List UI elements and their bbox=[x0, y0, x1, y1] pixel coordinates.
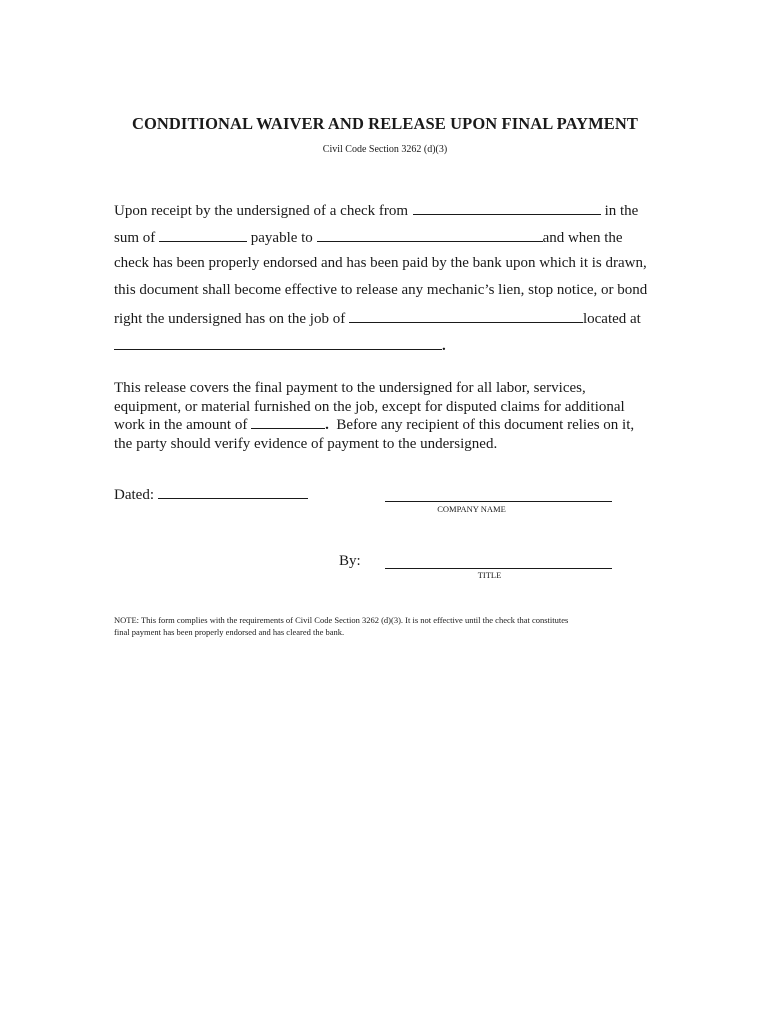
document-subtitle: Civil Code Section 3262 (d)(3) bbox=[322, 144, 448, 155]
company-name-caption: COMPANY NAME bbox=[437, 504, 506, 514]
paragraph2-line3-text-b: Before any recipient of this document relies on it, bbox=[336, 417, 635, 433]
title-signature-line[interactable] bbox=[385, 568, 612, 569]
paragraph1-line2-text-a: sum of bbox=[114, 230, 156, 246]
paragraph2 bbox=[114, 379, 654, 453]
paragraph1-line1-text-a: Upon receipt by the undersigned of a check from bbox=[114, 203, 409, 219]
company-name-line[interactable] bbox=[385, 501, 612, 502]
payable-to-blank[interactable] bbox=[317, 229, 543, 242]
sum-blank[interactable] bbox=[159, 229, 247, 242]
footnote bbox=[114, 614, 674, 638]
paragraph1-line5-text-b: located at bbox=[582, 311, 641, 327]
title-caption: TITLE bbox=[477, 570, 502, 580]
document-title: CONDITIONAL WAIVER AND RELEASE UPON FINAL PAYMENT bbox=[131, 114, 639, 133]
paragraph1-line2-text-c: and when the bbox=[542, 230, 623, 246]
paragraph2-line1: This release covers the final payment to the undersigned for all labor, services, bbox=[114, 380, 586, 396]
paragraph2-line4: the party should verify evidence of payment to the undersigned. bbox=[114, 435, 498, 452]
footnote-line1: NOTE: This form complies with the requirements of Civil Code Section 3262 (d)(3). It is not effective until the check that constitutes bbox=[114, 615, 569, 625]
dated-blank[interactable] bbox=[158, 486, 308, 499]
job-of-blank[interactable] bbox=[349, 310, 583, 323]
paragraph1-line1-text-b: in the bbox=[604, 203, 639, 219]
paragraph1-line4: this document shall become effective to release any mechanic’s lien, stop notice, or bond bbox=[114, 282, 648, 298]
location-blank[interactable] bbox=[114, 337, 442, 350]
paragraph2-line3 bbox=[114, 416, 654, 435]
paragraph1-line6 bbox=[114, 337, 446, 354]
by-label: By: bbox=[339, 553, 361, 569]
paragraph1-line2 bbox=[114, 229, 623, 246]
paragraph2-amount-period: . bbox=[325, 417, 329, 433]
paragraph1-line5-text-a: right the undersigned has on the job of bbox=[114, 311, 346, 327]
dated-label: Dated: bbox=[114, 487, 154, 503]
paragraph1-line2-text-b: payable to bbox=[250, 230, 313, 246]
dated-row bbox=[114, 486, 308, 504]
footnote-line2: final payment has been properly endorsed and has cleared the bank. bbox=[114, 627, 345, 637]
paragraph1-line5 bbox=[114, 310, 641, 327]
paragraph1-end-period: . bbox=[442, 338, 446, 354]
paragraph1-line3: check has been properly endorsed and has been paid by the bank upon which it is drawn, bbox=[114, 255, 647, 271]
disputed-amount-blank[interactable] bbox=[251, 416, 325, 429]
paragraph2-line2: equipment, or material furnished on the job, except for disputed claims for additional bbox=[114, 398, 625, 415]
paragraph2-line3-text-a: work in the amount of bbox=[114, 417, 248, 433]
paragraph1-line1 bbox=[114, 202, 638, 219]
check-from-blank[interactable] bbox=[413, 202, 601, 215]
